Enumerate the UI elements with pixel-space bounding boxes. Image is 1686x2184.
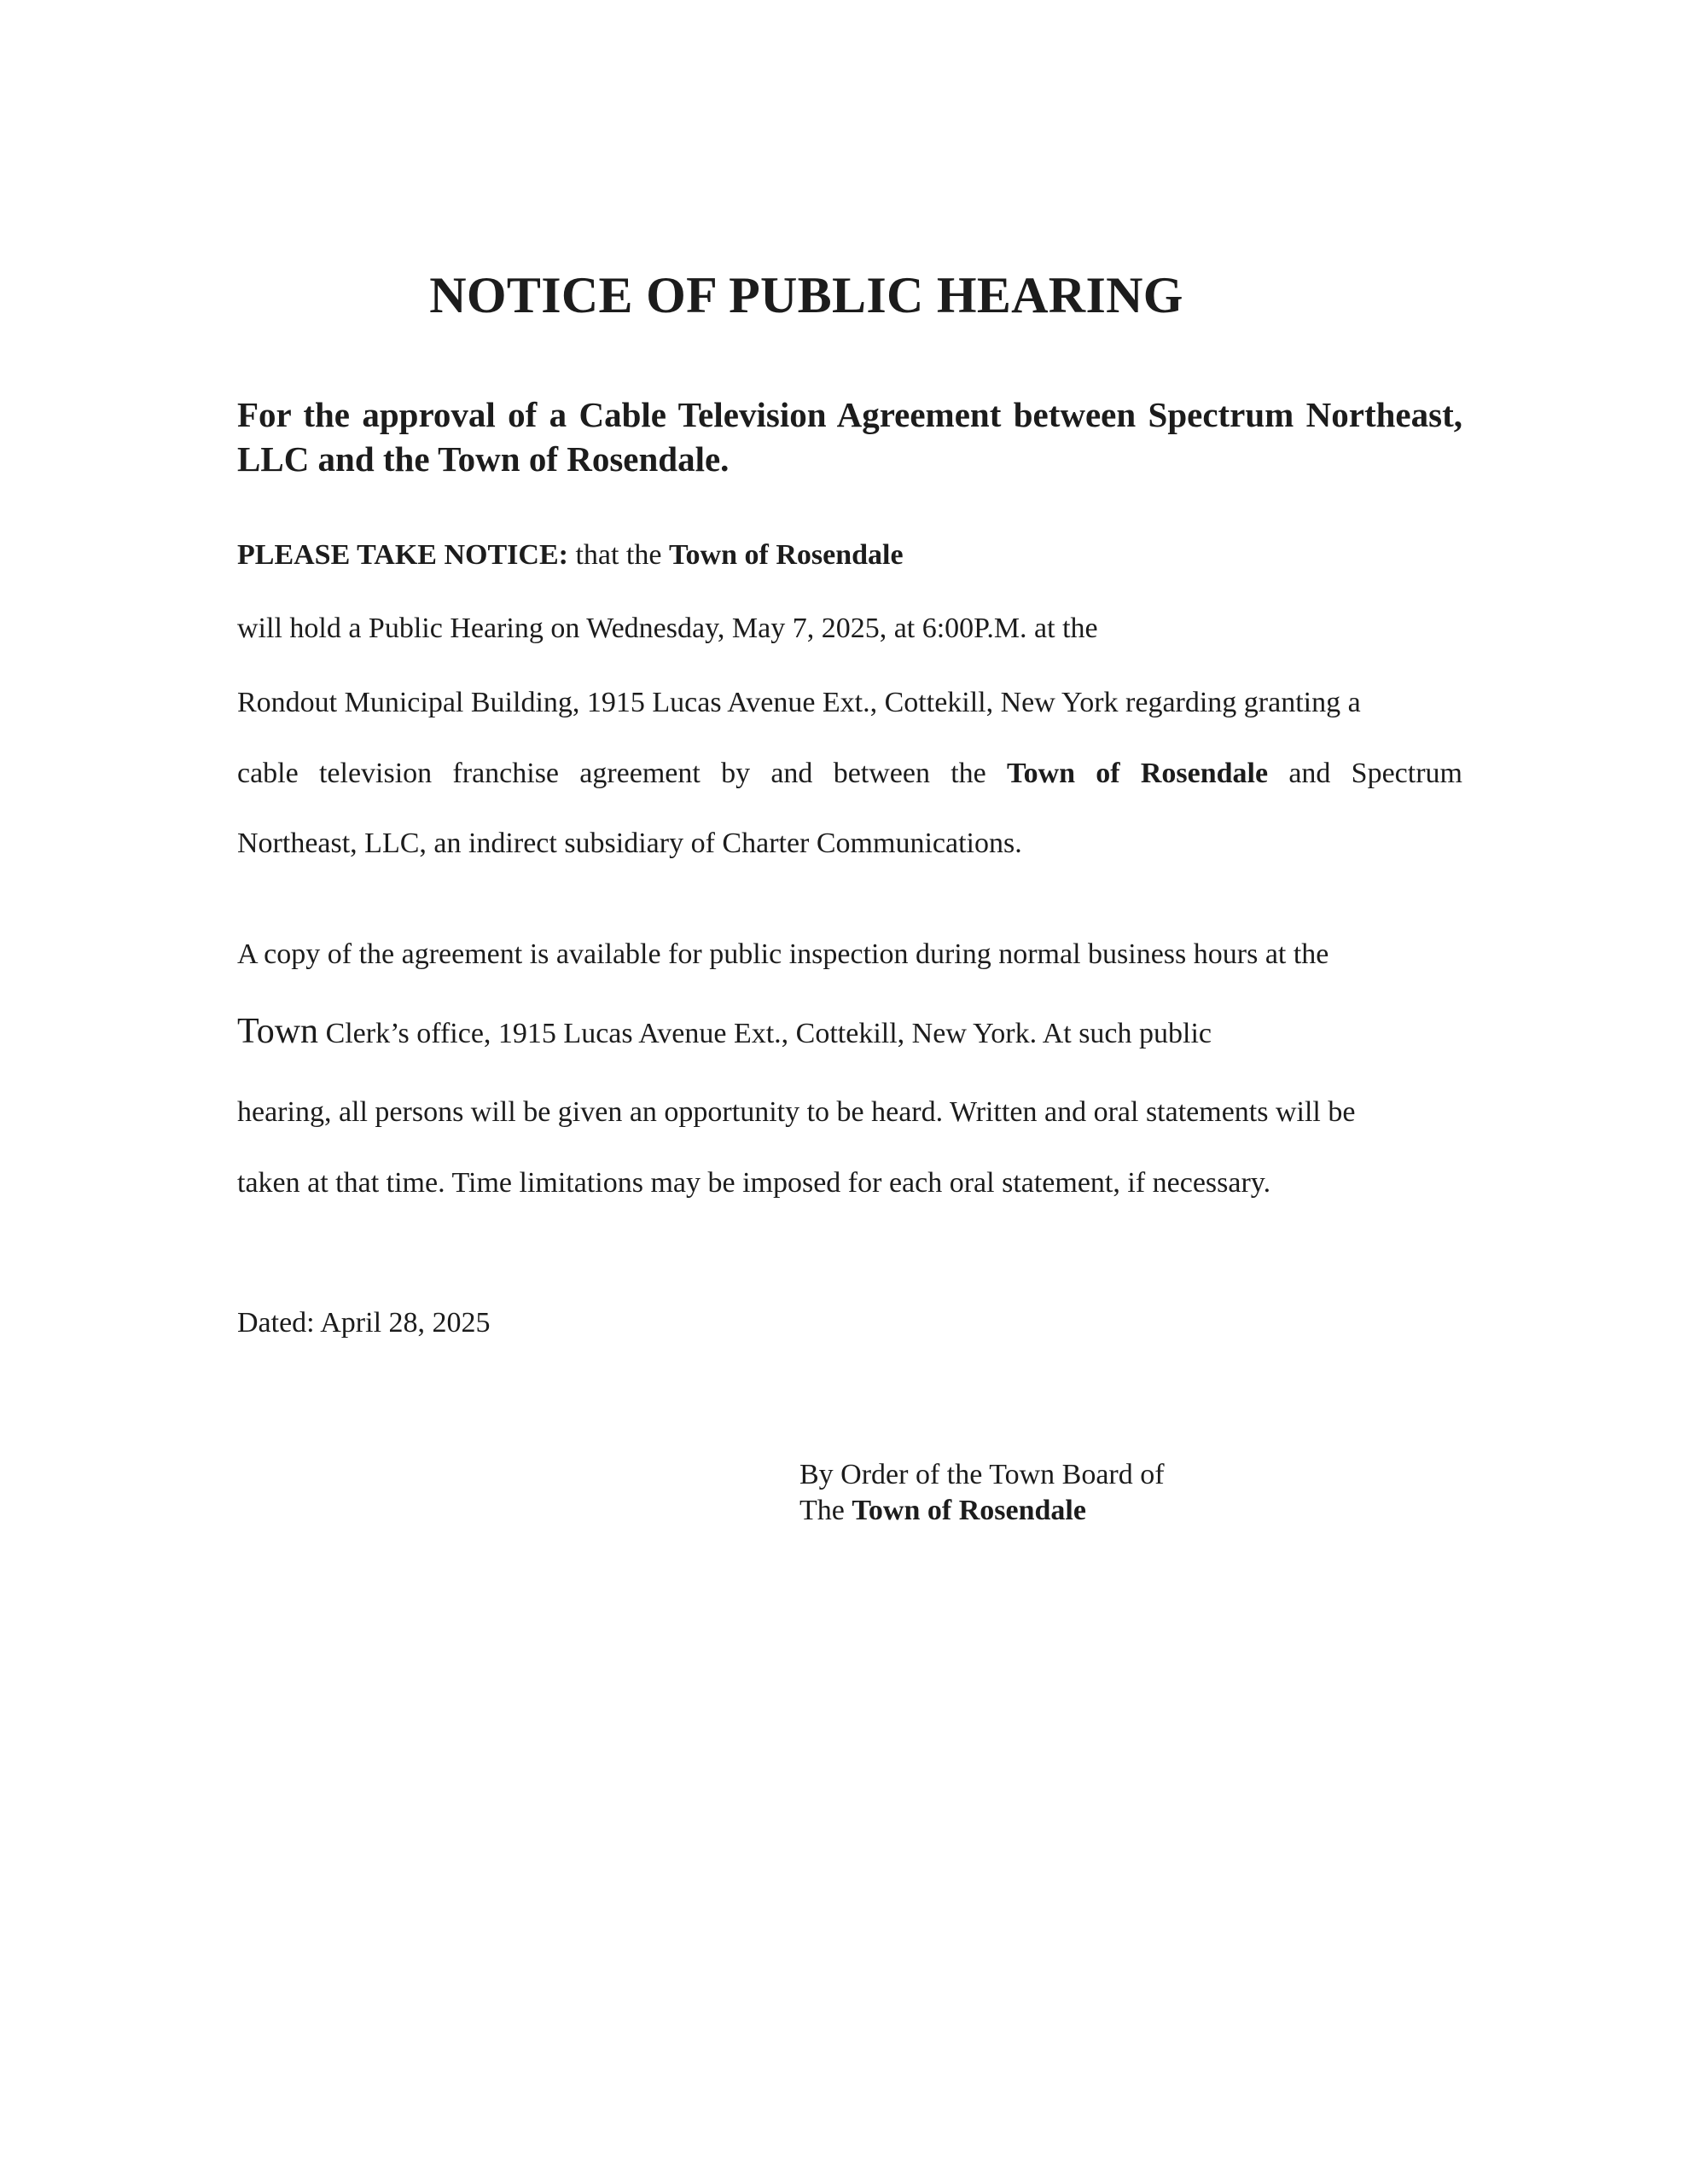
signature-line-2-pre: The (799, 1495, 852, 1526)
hearing-line-3-pre: cable television franchise agreement by and between the (237, 758, 1008, 789)
copy-line-2-rest: Clerk’s office, 1915 Lucas Avenue Ext., Cottekill, New York. At such public (318, 1018, 1212, 1049)
signature-line-1: By Order of the Town Board of (799, 1459, 1165, 1490)
copy-line-2 (237, 1011, 1212, 1052)
copy-line-4: taken at that time. Time limitations may be imposed for each oral statement, if necessary. (237, 1167, 1271, 1199)
please-take-notice-label: PLEASE TAKE NOTICE: (237, 539, 568, 571)
town-name: Town of Rosendale (668, 539, 904, 571)
hearing-line-2: Rondout Municipal Building, 1915 Lucas Avenue Ext., Cottekill, New York regarding granting a (237, 687, 1361, 718)
please-take-notice-text: that the (567, 539, 669, 571)
copy-line-3: hearing, all persons will be given an opportunity to be heard. Written and oral statements will be (237, 1096, 1356, 1128)
notice-subtitle: For the approval of a Cable Television Agreement between Spectrum Northeast, LLC and the Town of Rosendale. (237, 395, 1462, 479)
page-title: NOTICE OF PUBLIC HEARING (429, 267, 1183, 323)
hearing-line-1: will hold a Public Hearing on Wednesday, May 7, 2025, at 6:00P.M. at the (237, 613, 1098, 644)
hearing-line-3 (237, 758, 1462, 790)
dated-line: Dated: April 28, 2025 (237, 1307, 491, 1339)
copy-line-2-town: Town (237, 1012, 319, 1051)
copy-line-1: A copy of the agreement is available for public inspection during normal business hours at the (237, 938, 1329, 970)
signature-line-2 (799, 1495, 1086, 1527)
hearing-line-3-post: and Spectrum (1268, 758, 1462, 789)
hearing-line-4: Northeast, LLC, an indirect subsidiary of Charter Communications. (237, 828, 1022, 859)
town-name: Town of Rosendale (1007, 758, 1269, 789)
please-take-notice-line (237, 539, 904, 572)
town-name: Town of Rosendale (852, 1495, 1086, 1526)
